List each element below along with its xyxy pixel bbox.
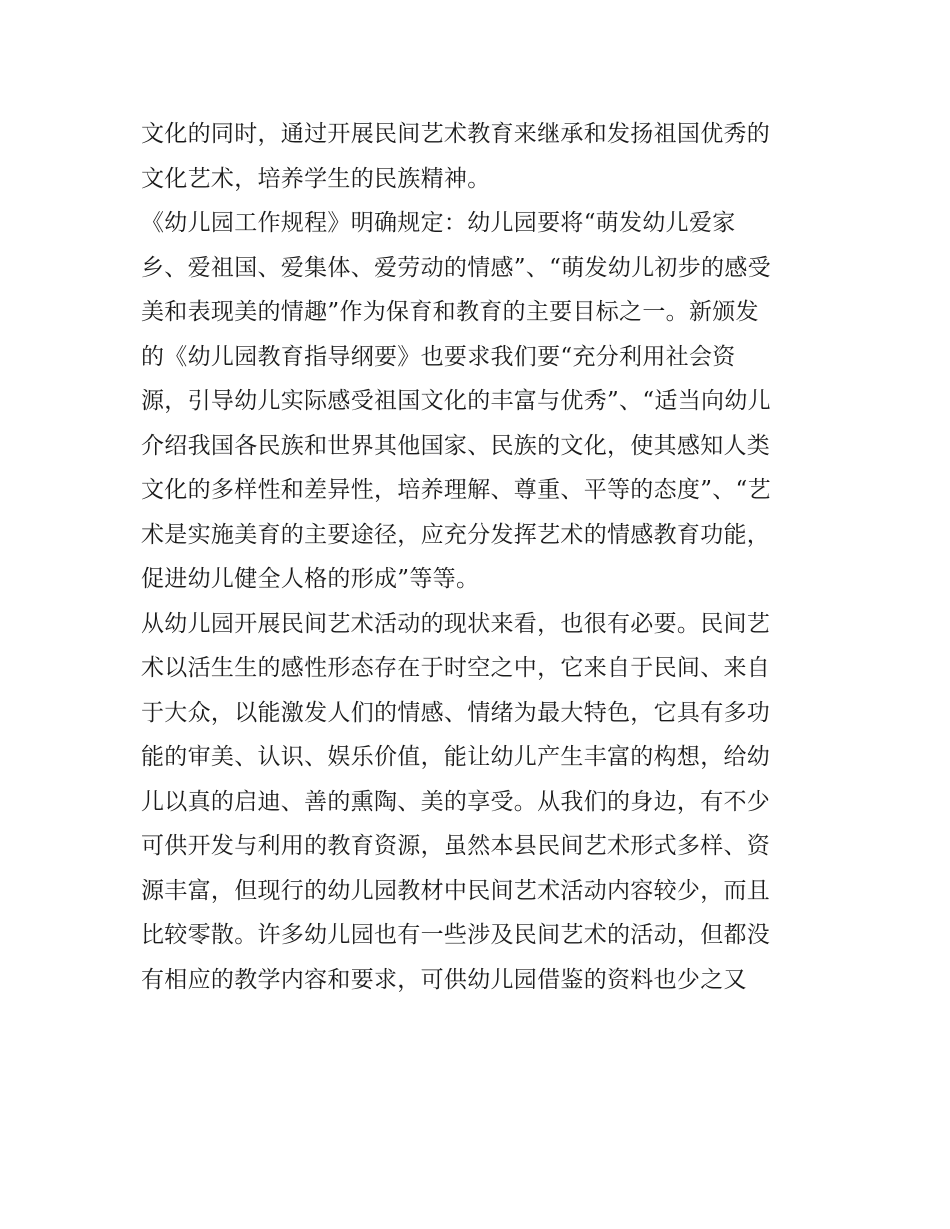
text-line: 儿以真的启迪、善的熏陶、美的享受。从我们的身边，有不少 bbox=[141, 788, 771, 815]
text-line: 促进幼儿健全人格的形成”等等。 bbox=[141, 566, 480, 592]
text-line: 于大众，以能激发人们的情感、情绪为最大特色，它具有多功 bbox=[141, 699, 771, 726]
text-line: 美和表现美的情趣”作为保育和教育的主要目标之一。新颁发 bbox=[141, 299, 759, 325]
text-line: 源丰富，但现行的幼儿园教材中民间艺术活动内容较少，而且 bbox=[141, 877, 771, 904]
text-line: 源，引导幼儿实际感受祖国文化的丰富与优秀”、“适当向幼儿 bbox=[141, 388, 771, 414]
text-line: 乡、爱祖国、爱集体、爱劳动的情感”、“萌发幼儿初步的感受 bbox=[141, 254, 771, 281]
text-line: 从幼儿园开展民间艺术活动的现状来看，也很有必要。民间艺 bbox=[141, 610, 771, 637]
text-line: 介绍我国各民族和世界其他国家、民族的文化，使其感知人类 bbox=[141, 432, 771, 459]
text-line: 比较零散。许多幼儿园也有一些涉及民间艺术的活动，但都没 bbox=[141, 922, 771, 948]
text-line: 有相应的教学内容和要求，可供幼儿园借鉴的资料也少之又 bbox=[141, 966, 747, 993]
text-line: 《幼儿园工作规程》明确规定：幼儿园要将“萌发幼儿爱家 bbox=[141, 210, 736, 236]
text-line: 术是实施美育的主要途径，应充分发挥艺术的情感教育功能， bbox=[141, 521, 771, 548]
text-line: 术以活生生的感性形态存在于时空之中，它来自于民间、来自 bbox=[141, 655, 771, 681]
text-line: 文化的多样性和差异性，培养理解、尊重、平等的态度”、“艺 bbox=[141, 477, 771, 503]
text-line: 文化的同时，通过开展民间艺术教育来继承和发扬祖国优秀的 bbox=[141, 121, 771, 147]
text-line: 文化艺术，培养学生的民族精神。 bbox=[141, 165, 491, 192]
text-line: 的《幼儿园教育指导纲要》也要求我们要“充分利用社会资 bbox=[141, 343, 736, 370]
text-line: 可供开发与利用的教育资源，虽然本县民间艺术形式多样、资 bbox=[141, 833, 771, 859]
text-line: 能的审美、认识、娱乐价值，能让幼儿产生丰富的构想，给幼 bbox=[141, 744, 771, 770]
body-text bbox=[141, 112, 821, 1002]
